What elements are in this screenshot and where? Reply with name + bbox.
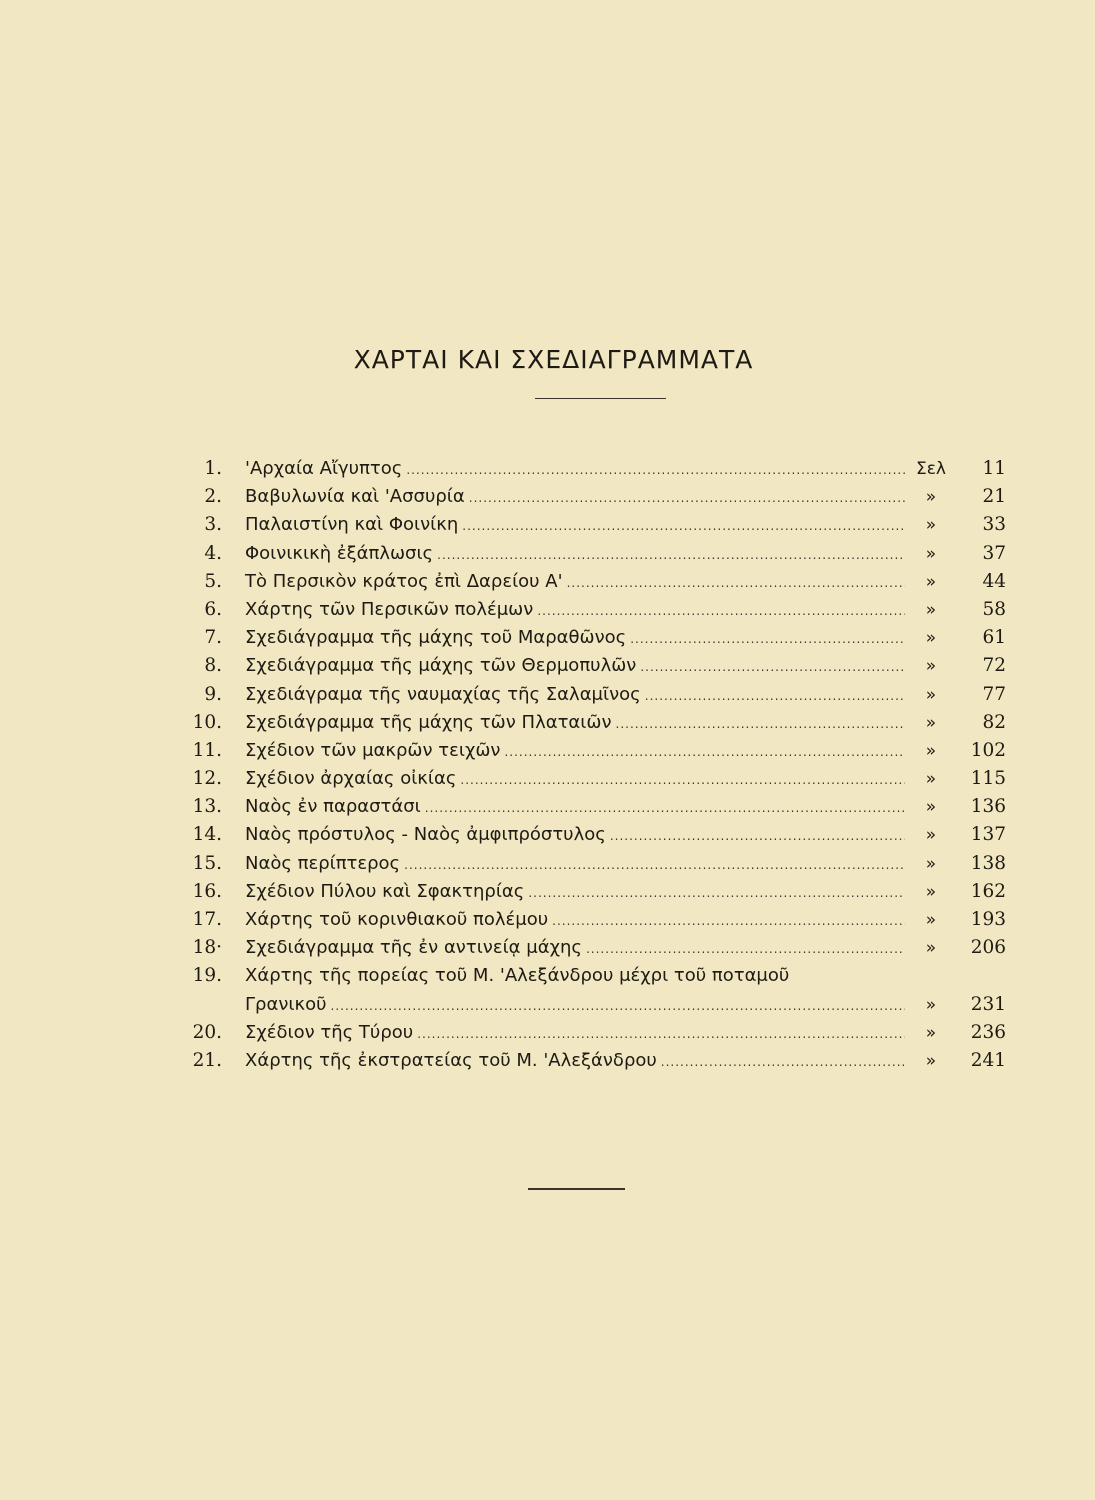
toc-entry	[0, 568, 1095, 596]
toc-entry	[0, 934, 1095, 962]
toc-entry	[0, 793, 1095, 821]
page-marker: »	[925, 853, 937, 874]
entry-number: 16.	[192, 880, 222, 902]
page-number: 136	[970, 796, 1006, 818]
entry-number: 13.	[192, 796, 222, 818]
toc-entry	[0, 737, 1095, 765]
page-marker: »	[925, 938, 937, 959]
toc-entry	[0, 850, 1095, 878]
toc-entry	[0, 624, 1095, 652]
entry-number: 8.	[204, 655, 222, 677]
leader-dots	[616, 710, 905, 738]
leader-dots	[645, 682, 905, 710]
page-marker: »	[925, 684, 937, 705]
entry-number: 9.	[204, 683, 222, 705]
entry-title: Σχέδιον ἀρχαίας οἰκίας	[245, 768, 457, 790]
page-marker: »	[925, 712, 937, 733]
leader-dots	[406, 456, 905, 484]
page-number: 77	[982, 683, 1006, 705]
leader-dots	[504, 738, 905, 766]
leader-dots	[610, 822, 905, 850]
entry-title: 'Αρχαία Αἴγυπτος	[245, 458, 403, 479]
entry-number: 15.	[192, 852, 222, 874]
entry-number: 12.	[192, 768, 222, 790]
page-number: 231	[970, 993, 1006, 1015]
leader-dots	[469, 484, 905, 512]
leader-dots	[404, 851, 905, 879]
page-marker: »	[925, 797, 937, 818]
leader-dots	[537, 597, 905, 625]
entry-title: Σχέδιον Πύλου καὶ Σφακτηρίας	[245, 880, 525, 902]
leader-dots	[417, 1020, 905, 1048]
leader-dots	[630, 625, 905, 653]
leader-dots	[331, 992, 905, 1020]
entry-title: Χάρτης τοῦ κορινθιακοῦ πολέμου	[245, 909, 549, 930]
entry-number: 14.	[192, 824, 222, 846]
page-number: 37	[982, 542, 1006, 564]
entry-title: Χάρτης τῆς πορείας τοῦ Μ. 'Αλεξάνδρου μέχρι τοῦ ποταμοῦ	[245, 965, 790, 987]
toc-entry	[0, 540, 1095, 568]
toc-entry	[0, 455, 1095, 483]
entry-title: Σχεδιάγραμμα τῆς μάχης τῶν Πλαταιῶν	[245, 711, 612, 733]
entry-number: 2.	[204, 486, 222, 508]
entry-title: Σχέδιον τῆς Τύρου	[245, 1021, 414, 1043]
toc-entry	[0, 1019, 1095, 1047]
page-marker: »	[925, 571, 937, 592]
page-marker: »	[925, 994, 937, 1015]
entry-number: 1.	[204, 458, 222, 479]
entry-title: Σχεδιάγραμμα τῆς μάχης τῶν Θερμοπυλῶν	[245, 655, 637, 677]
toc-entry	[0, 483, 1095, 511]
page-number: 206	[970, 937, 1006, 959]
entry-title: Ναὸς περίπτερος	[245, 852, 401, 874]
page-marker: »	[925, 599, 937, 620]
entry-title: Φοινικικὴ ἐξάπλωσις	[245, 542, 434, 564]
entry-number: 17.	[192, 909, 222, 930]
page-marker: »	[925, 881, 937, 902]
page-number: 137	[970, 824, 1006, 846]
page-marker: »	[925, 825, 937, 846]
toc-entry	[0, 681, 1095, 709]
entry-title: Σχέδιον τῶν μακρῶν τειχῶν	[245, 739, 501, 761]
entry-title: Σχεδιάγραμμα τῆς ἐν αντινείᾳ μάχης	[245, 937, 582, 959]
page-number: 162	[970, 880, 1006, 902]
page-title: ΧΑΡΤΑΙ ΚΑΙ ΣΧΕΔΙΑΓΡΑΜΜΑΤΑ	[353, 345, 754, 374]
page-marker: »	[925, 910, 937, 930]
entry-number: 20.	[192, 1021, 222, 1043]
page-marker: »	[925, 1022, 937, 1043]
entry-title: Ναὸς πρόστυλος - Ναὸς ἀμφιπρόστυλος	[245, 824, 606, 846]
page-number: 21	[982, 486, 1006, 508]
leader-dots	[661, 1048, 905, 1076]
table-of-contents	[0, 455, 1095, 1075]
leader-dots	[640, 653, 905, 681]
page-number: 138	[970, 852, 1006, 874]
toc-entry	[0, 906, 1095, 934]
entry-number: 10.	[192, 711, 222, 733]
page-marker: »	[925, 628, 937, 649]
page-marker: »	[925, 543, 937, 564]
toc-entry	[0, 878, 1095, 906]
page-marker: »	[925, 515, 937, 536]
toc-entry	[0, 821, 1095, 849]
closing-divider	[528, 1188, 625, 1190]
entry-title: Τὸ Περσικὸν κράτος ἐπὶ Δαρείου Α'	[245, 570, 563, 592]
entry-title-continuation: Γρανικοῦ	[245, 993, 327, 1015]
toc-entry	[0, 1047, 1095, 1075]
leader-dots	[462, 512, 905, 540]
entry-title: Βαβυλωνία καὶ 'Ασσυρία	[245, 486, 465, 508]
page-number: 236	[970, 1021, 1006, 1043]
toc-entry	[0, 962, 1095, 990]
page-number: 58	[982, 598, 1006, 620]
entry-title: Σχεδιάγραμμα τῆς μάχης τοῦ Μαραθῶνος	[245, 627, 627, 649]
page-number: 72	[982, 655, 1006, 677]
page-marker: »	[925, 769, 937, 790]
entry-number: 19.	[192, 965, 222, 987]
entry-number: 18·	[192, 937, 222, 959]
page-marker: »	[925, 740, 937, 761]
entry-number: 4.	[204, 542, 222, 564]
page-number: 11	[982, 458, 1006, 479]
entry-title: Ναὸς ἐν παραστάσι	[245, 796, 421, 818]
page-number: 241	[970, 1049, 1006, 1071]
entry-number: 5.	[204, 570, 222, 592]
page-number: 193	[970, 909, 1006, 930]
title-divider	[535, 398, 666, 399]
toc-entry-continuation	[0, 991, 1095, 1019]
entry-number: 3.	[204, 514, 222, 536]
entry-number: 21.	[192, 1049, 222, 1071]
page-marker: »	[925, 487, 937, 508]
page-number: 82	[982, 711, 1006, 733]
page-marker: »	[925, 1050, 937, 1071]
leader-dots	[460, 766, 905, 794]
page-number: 33	[982, 514, 1006, 536]
leader-dots	[552, 907, 905, 935]
entry-number: 7.	[204, 627, 222, 649]
page-number: 61	[982, 627, 1006, 649]
page-marker: Σελ	[916, 459, 946, 479]
leader-dots	[528, 879, 905, 907]
page-marker: »	[925, 656, 937, 677]
leader-dots	[586, 935, 905, 963]
page-number: 102	[970, 739, 1006, 761]
entry-number: 11.	[192, 739, 222, 761]
toc-entry	[0, 652, 1095, 680]
toc-entry	[0, 596, 1095, 624]
entry-title: Παλαιστίνη καὶ Φοινίκη	[245, 514, 459, 536]
page-number: 115	[970, 768, 1006, 790]
page-number: 44	[982, 570, 1006, 592]
leader-dots	[567, 569, 905, 597]
entry-title: Χάρτης τῆς ἐκστρατείας τοῦ Μ. 'Αλεξάνδρου	[245, 1049, 657, 1071]
leader-dots	[437, 541, 905, 569]
entry-title: Χάρτης τῶν Περσικῶν πολέμων	[245, 598, 534, 620]
toc-entry	[0, 709, 1095, 737]
leader-dots	[425, 794, 905, 822]
toc-entry	[0, 511, 1095, 539]
entry-title: Σχεδιάγραμα τῆς ναυμαχίας τῆς Σαλαμῖνος	[245, 683, 641, 705]
toc-entry	[0, 765, 1095, 793]
entry-number: 6.	[204, 598, 222, 620]
